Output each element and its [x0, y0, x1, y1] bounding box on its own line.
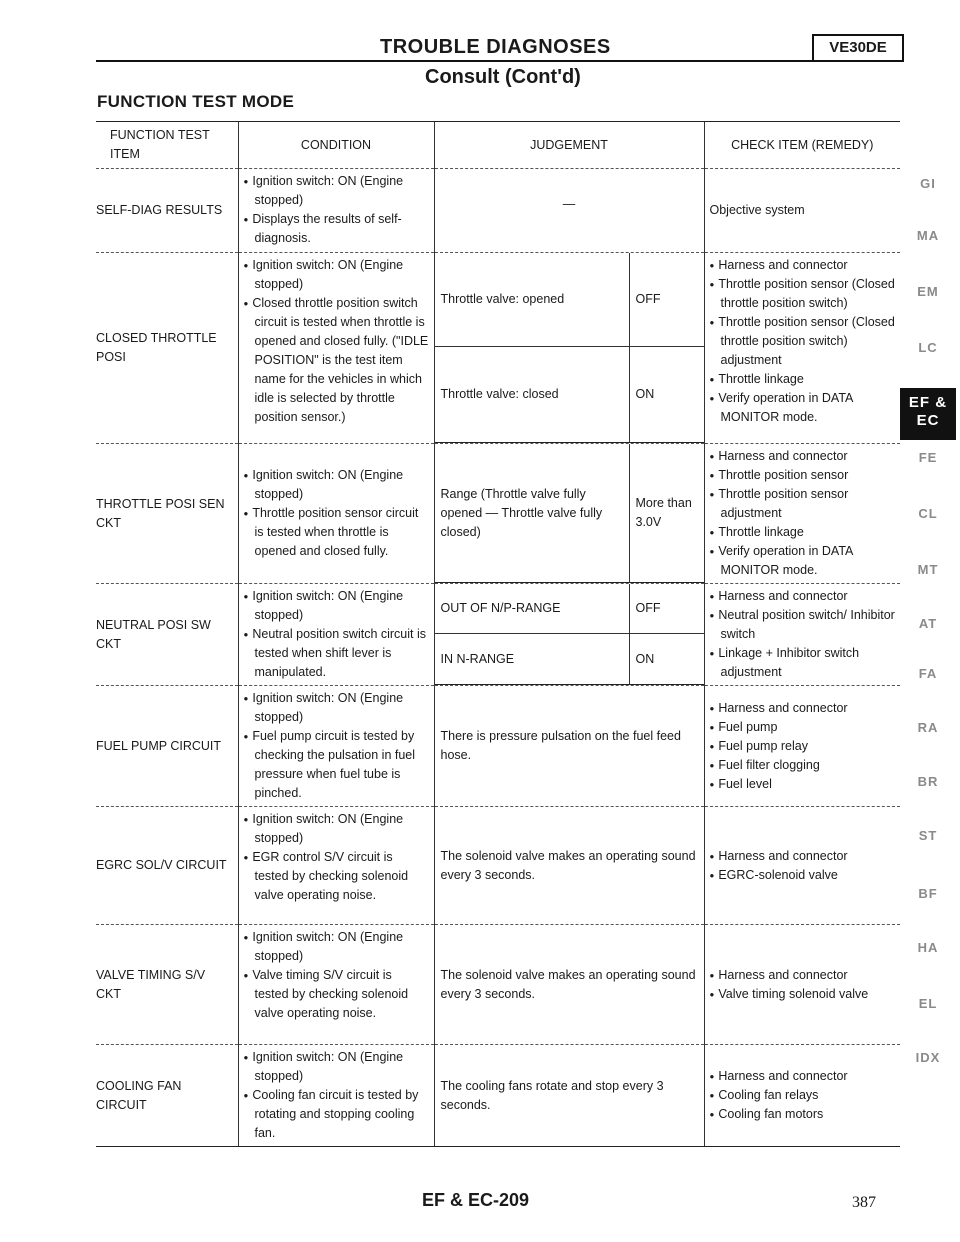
- judgement-cell: [434, 686, 704, 807]
- check-line: ● Cooling fan relays: [710, 1086, 896, 1105]
- check-text: Objective system: [709, 203, 805, 217]
- condition-line: ● Valve timing S/V circuit is tested by checking solenoid valve operating noise.: [244, 966, 429, 1023]
- tab-cl[interactable]: CL: [918, 506, 938, 521]
- condition-cell: [238, 444, 434, 584]
- section-page-id: EF & EC-209: [422, 1190, 530, 1210]
- condition-line: ● Ignition switch: ON (Engine stopped): [244, 928, 429, 966]
- tab-idx[interactable]: IDX: [915, 1050, 941, 1065]
- condition-line: ● Neutral position switch circuit is tested when shift lever is manipulated.: [244, 625, 429, 682]
- test-item: VALVE TIMING S/V CKT: [96, 925, 238, 1045]
- judgement-state: IN N-RANGE: [435, 634, 630, 685]
- check-line: ● Fuel pump: [710, 718, 896, 737]
- check-line: ● Throttle position sensor: [710, 466, 896, 485]
- test-item: THROTTLE POSI SEN CKT: [96, 444, 238, 584]
- condition-cell: [238, 169, 434, 253]
- table-row: [96, 925, 900, 1045]
- judgement-value: OFF: [629, 584, 704, 634]
- tab-bf[interactable]: BF: [918, 886, 938, 901]
- function-test-table: [96, 121, 900, 1147]
- check-line: ● Harness and connector: [710, 699, 896, 718]
- page-number: 387: [852, 1194, 876, 1211]
- check-line: ● Verify operation in DATA MONITOR mode.: [710, 542, 896, 580]
- table-row: [96, 169, 900, 253]
- judgement-cell: [434, 253, 704, 444]
- check-line: ● Harness and connector: [710, 447, 896, 466]
- header-judgement: JUDGEMENT: [434, 122, 704, 169]
- judgement-state: Range (Throttle valve fully opened — Throttle valve fully closed): [435, 444, 630, 583]
- judgement-cell: [434, 925, 704, 1045]
- tab-st[interactable]: ST: [918, 828, 938, 843]
- table-row: [96, 807, 900, 925]
- tab-fa[interactable]: FA: [918, 666, 938, 681]
- condition-line: ● Closed throttle position switch circuit is tested when throttle is opened and closed fully. ("IDLE POSITION" is the test item name for the vehicles in which idle is selected by throttle position sensor.): [244, 294, 429, 427]
- test-item: SELF-DIAG RESULTS: [96, 169, 238, 253]
- check-line: ● Fuel filter clogging: [710, 756, 896, 775]
- check-line: ● Fuel level: [710, 775, 896, 794]
- judgement-cell: [434, 169, 704, 253]
- tab-ra[interactable]: RA: [917, 720, 939, 735]
- page-title: TROUBLE DIAGNOSES: [380, 36, 611, 58]
- condition-cell: [238, 925, 434, 1045]
- check-line: ● Valve timing solenoid valve: [710, 985, 896, 1004]
- judgement-subtable: [435, 253, 704, 443]
- section-title: FUNCTION TEST MODE: [97, 92, 295, 111]
- judgement-text: There is pressure pulsation on the fuel feed hose.: [440, 729, 681, 762]
- tab-lc[interactable]: LC: [918, 340, 938, 355]
- check-line: ● Verify operation in DATA MONITOR mode.: [710, 389, 896, 427]
- tab-em[interactable]: EM: [917, 284, 939, 299]
- test-item: COOLING FAN CIRCUIT: [96, 1045, 238, 1147]
- header-function-test-item: FUNCTION TEST ITEM: [96, 122, 238, 169]
- check-cell: [704, 807, 900, 925]
- check-line: ● Harness and connector: [710, 587, 896, 606]
- judgement-cell: [434, 807, 704, 925]
- judgement-state: Throttle valve: closed: [435, 347, 630, 443]
- judgement-subtable: [435, 444, 704, 583]
- condition-cell: [238, 686, 434, 807]
- check-cell: [704, 169, 900, 253]
- judgement-text: The solenoid valve makes an operating sound every 3 seconds.: [440, 848, 696, 882]
- condition-line: ● Throttle position sensor circuit is tested when throttle is opened and closed fully.: [244, 504, 429, 561]
- page-subtitle: Consult (Cont'd): [425, 66, 581, 88]
- judgement-cell: [434, 444, 704, 584]
- engine-badge: VE30DE: [812, 34, 904, 62]
- table-header-row: [96, 122, 900, 169]
- check-line: ● Harness and connector: [710, 966, 896, 985]
- judgement-text: The cooling fans rotate and stop every 3 seconds.: [440, 1078, 664, 1112]
- condition-line: ● Fuel pump circuit is tested by checking the pulsation in fuel pressure when fuel tube is pinched.: [244, 727, 429, 803]
- judgement-value: ON: [629, 634, 704, 685]
- table-row: [96, 686, 900, 807]
- tab-fe[interactable]: FE: [918, 450, 938, 465]
- test-item: EGRC SOL/V CIRCUIT: [96, 807, 238, 925]
- check-line: ● Harness and connector: [710, 847, 896, 866]
- judgement-state: OUT OF N/P-RANGE: [440, 601, 561, 616]
- check-line: ● Throttle position sensor adjustment: [710, 485, 896, 523]
- check-line: ● Throttle position sensor (Closed throttle position switch) adjustment: [710, 313, 896, 370]
- judgement-cell: [434, 584, 704, 686]
- condition-line: ● Ignition switch: ON (Engine stopped): [244, 466, 429, 504]
- condition-line: ● Ignition switch: ON (Engine stopped): [244, 587, 429, 625]
- table-row: [96, 584, 900, 686]
- header-condition: CONDITION: [238, 122, 434, 169]
- check-line: ● Cooling fan motors: [710, 1105, 896, 1124]
- test-item: NEUTRAL POSI SW CKT: [96, 584, 238, 686]
- condition-line: ● Ignition switch: ON (Engine stopped): [244, 256, 429, 294]
- check-cell: [704, 1045, 900, 1147]
- tab-mt[interactable]: MT: [917, 562, 939, 577]
- condition-line: ● Ignition switch: ON (Engine stopped): [244, 689, 429, 727]
- table-row: [96, 1045, 900, 1147]
- header-rule: [96, 60, 904, 62]
- table-row: [96, 444, 900, 584]
- condition-cell: [238, 253, 434, 444]
- condition-line: ● Ignition switch: ON (Engine stopped): [244, 172, 429, 210]
- condition-line: ● Ignition switch: ON (Engine stopped): [244, 1048, 429, 1086]
- header-check-item: CHECK ITEM (REMEDY): [704, 122, 900, 169]
- condition-cell: [238, 584, 434, 686]
- judgement-value: More than 3.0V: [629, 444, 704, 583]
- condition-line: ● Cooling fan circuit is tested by rotating and stopping cooling fan.: [244, 1086, 429, 1143]
- tab-gi[interactable]: GI: [920, 176, 936, 191]
- tab-el[interactable]: EL: [918, 996, 938, 1011]
- judgement-text: —: [562, 197, 576, 211]
- condition-line: ● Ignition switch: ON (Engine stopped): [244, 810, 429, 848]
- test-item: FUEL PUMP CIRCUIT: [96, 686, 238, 807]
- check-line: ● Fuel pump relay: [710, 737, 896, 756]
- check-cell: [704, 584, 900, 686]
- tab-ha[interactable]: HA: [917, 940, 939, 955]
- tab-br[interactable]: BR: [917, 774, 939, 789]
- condition-line: ● Displays the results of self-diagnosis.: [244, 210, 429, 248]
- tab-ma[interactable]: MA: [916, 228, 940, 243]
- test-item: CLOSED THROTTLE POSI: [96, 253, 238, 444]
- table-row: [96, 253, 900, 444]
- check-cell: [704, 686, 900, 807]
- judgement-value: OFF: [629, 253, 704, 347]
- check-cell: [704, 253, 900, 444]
- check-line: ● Harness and connector: [710, 256, 896, 275]
- judgement-state: Throttle valve: opened: [440, 292, 565, 307]
- check-line: ● Throttle linkage: [710, 370, 896, 389]
- check-line: ● EGRC-solenoid valve: [710, 866, 896, 885]
- check-line: ● Throttle position sensor (Closed throttle position switch): [710, 275, 896, 313]
- check-line: ● Throttle linkage: [710, 523, 896, 542]
- condition-cell: [238, 807, 434, 925]
- condition-line: ● EGR control S/V circuit is tested by checking solenoid valve operating noise.: [244, 848, 429, 905]
- check-line: ● Harness and connector: [710, 1067, 896, 1086]
- judgement-text: The solenoid valve makes an operating sound every 3 seconds.: [440, 967, 696, 1001]
- check-cell: [704, 925, 900, 1045]
- tab-ef-ec[interactable]: EF & EC: [900, 388, 956, 440]
- judgement-subtable: [435, 584, 704, 685]
- check-cell: [704, 444, 900, 584]
- tab-at[interactable]: AT: [918, 616, 938, 631]
- judgement-value: ON: [629, 347, 704, 443]
- check-line: ● Neutral position switch/ Inhibitor switch: [710, 606, 896, 644]
- condition-cell: [238, 1045, 434, 1147]
- check-line: ● Linkage + Inhibitor switch adjustment: [710, 644, 896, 682]
- judgement-cell: [434, 1045, 704, 1147]
